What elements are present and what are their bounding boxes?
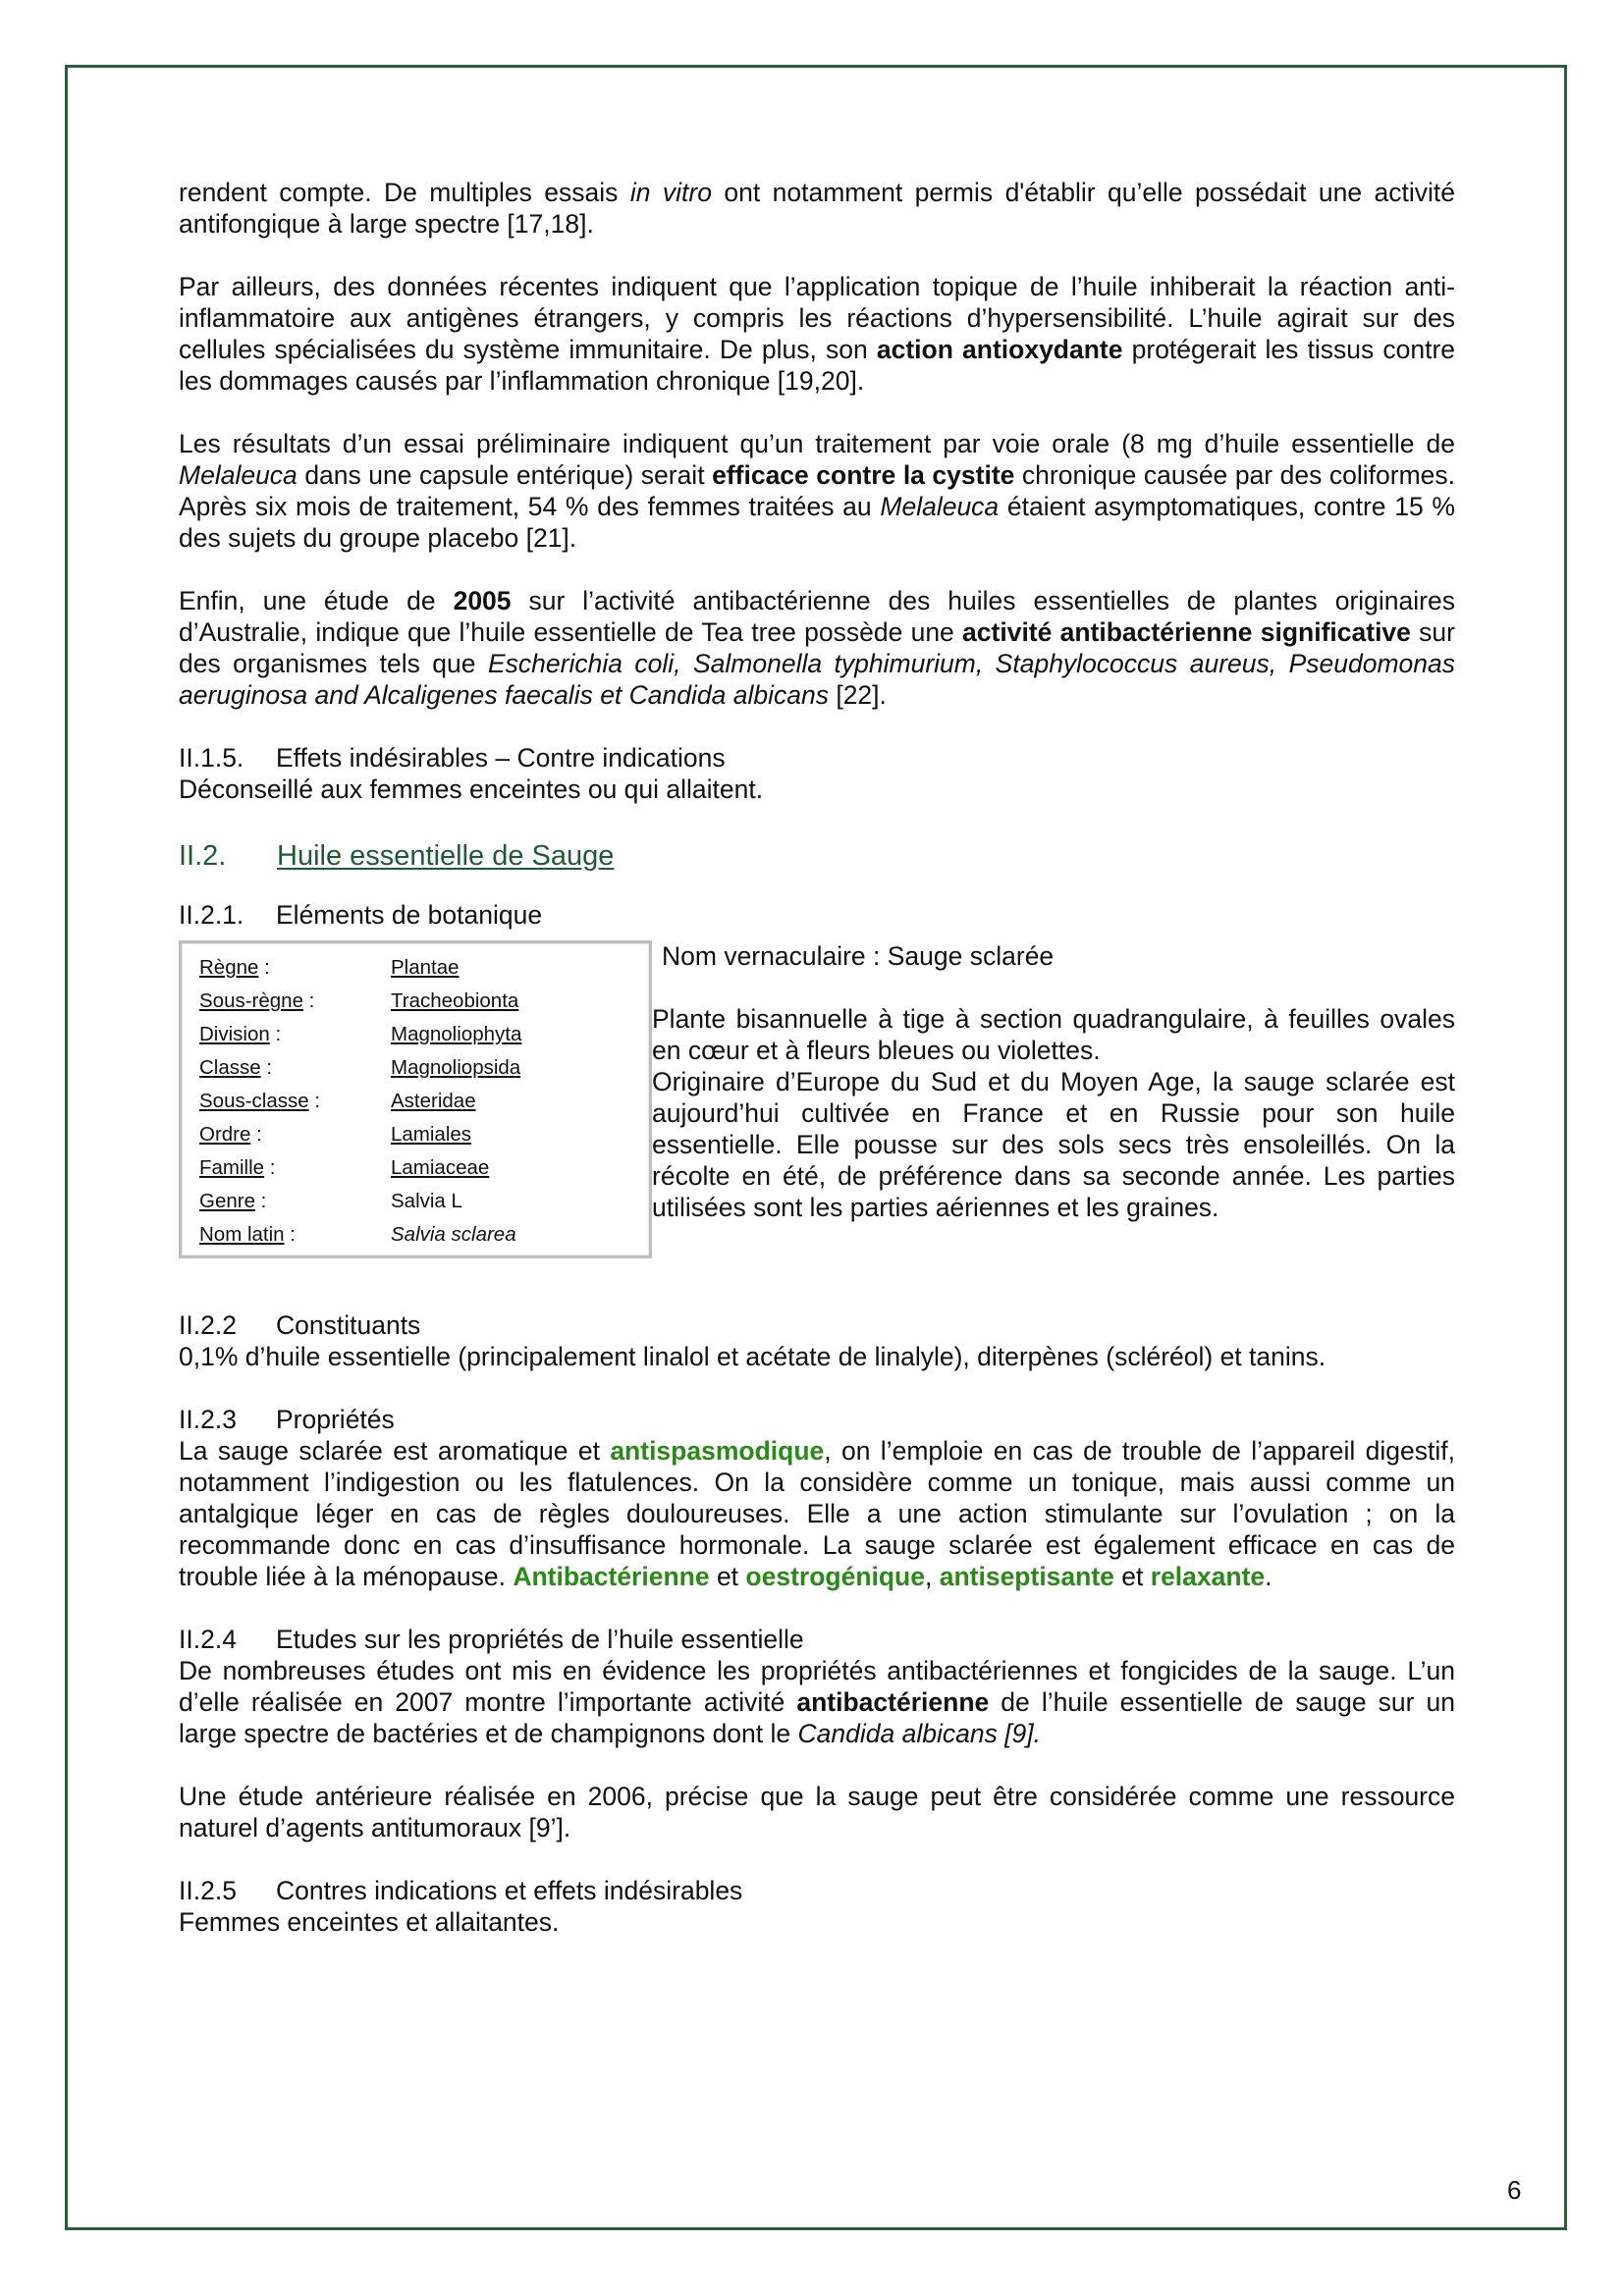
taxonomy-value-text: Lamiales [391,1123,472,1146]
taxonomy-separator: : [308,1090,321,1112]
heading-II-2-5: II.2.5 Contres indications et effets indésirables [179,1876,743,1905]
taxonomy-row [199,1218,521,1252]
heading-II-2: II.2. Huile essentielle de Sauge [179,840,615,872]
taxonomy-value-text: Asteridae [391,1090,476,1112]
botany-description [652,940,1455,1223]
text-II-2-4: De nombreuses études ont mis en évidence les propriétés antibactériennes et fongicides de la sauge. L’un d’elle réalisée en 2007 montre l’importante activité antibactérienne de l’huile essentielle de sauge sur un large spectre de bactéries et de champignons dont le Candida albicans [9]. [179,1656,1455,1748]
taxonomy-value-text: Plantae [391,956,460,979]
taxonomy-row [199,951,521,985]
taxonomy-separator: : [250,1123,262,1146]
taxonomy-row [199,1118,521,1151]
text-II-1-5: Déconseillé aux femmes enceintes ou qui allaitent. [179,774,764,804]
taxonomy-row [199,1151,521,1185]
taxonomy-rank-label: Classe [199,1056,261,1079]
taxonomy-row [199,985,521,1018]
taxonomy-value [391,1018,521,1051]
taxonomy-separator: : [254,1190,267,1212]
text-II-2-4-antitumor: Une étude antérieure réalisée en 2006, précise que la sauge peut être considérée comme une ressource naturel d’agents antitumoraux [9’]. [179,1782,1455,1842]
taxonomy-rank [199,1018,391,1051]
botany-block [179,940,1455,1258]
heading-II-1-5: II.1.5. Effets indésirables – Contre indications [179,743,726,773]
taxonomy-row [199,1051,521,1085]
taxonomy-value-text: Salvia L [391,1190,462,1212]
taxonomy-rank-label: Règne [199,956,259,979]
paragraph-antifungal: rendent compte. De multiples essais in vitro ont notamment permis d'établir qu’elle possédait une activité antifongique à large spectre [17,18]. [179,178,1455,239]
text-II-2-3: La sauge sclarée est aromatique et antispasmodique, on l’emploie en cas de trouble de l’appareil digestif, notamment l’indigestion ou les flatulences. On la considère comme un tonique, mais aussi comme un antalgique léger en cas de règles douloureuses. Elle a une action stimulante sur l’ovulation ; on la recommande donc en cas d’insuffisance hormonale. La sauge sclarée est également efficace en cas de trouble liée à la ménopause. Antibactérienne et oestrogénique, antiseptisante et relaxante. [179,1436,1456,1591]
taxonomy-separator: : [258,956,270,979]
taxonomy-value-text: Magnoliopsida [391,1056,521,1079]
taxonomy-rank [199,1218,391,1252]
text-II-2-2: 0,1% d’huile essentielle (principalement linalol et acétate de linalyle), diterpènes (scléréol) et tanins. [179,1342,1326,1371]
taxonomy-rank-label: Division [199,1023,270,1045]
page-number: 6 [1507,2175,1522,2205]
taxonomy-rank [199,985,391,1018]
taxonomy-value [391,1185,521,1218]
taxonomy-box [179,940,652,1258]
taxonomy-rank [199,1118,391,1151]
paragraph-antibacterial-study: Enfin, une étude de 2005 sur l’activité antibactérienne des huiles essentielles de plantes originaires d’Australie, indique que l’huile essentielle de Tea tree possède une activité antibactérienne significative sur des organismes tels que Escherichia coli, Salmonella typhimurium, Staphylococcus aureus, Pseudomonas aeruginosa and Alcaligenes faecalis et Candida albicans [22]. [179,586,1456,710]
taxonomy-value [391,1118,521,1151]
taxonomy-rank [199,951,391,985]
vernacular-name: Nom vernaculaire : Sauge sclarée [662,941,1055,971]
taxonomy-value [391,1218,521,1252]
taxonomy-value-text: Lamiaceae [391,1156,490,1179]
heading-II-2-2: II.2.2 Constituants [179,1310,421,1340]
taxonomy-rank [199,1151,391,1185]
taxonomy-rank [199,1051,391,1085]
taxonomy-row [199,1018,521,1051]
taxonomy-separator: : [284,1223,296,1246]
taxonomy-table [199,951,521,1252]
heading-II-2-1: II.2.1. Eléments de botanique [179,900,543,930]
taxonomy-rank [199,1185,391,1218]
taxonomy-separator: : [260,1056,273,1079]
taxonomy-rank [199,1085,391,1118]
plant-description: Plante bisannuelle à tige à section quadrangulaire, à feuilles ovales en cœur et à fleurs bleues ou violettes. [652,1004,1455,1065]
paragraph-anti-inflammatory: Par ailleurs, des données récentes indiquent que l’application topique de l’huile inhiberait la réaction anti-inflammatoire aux antigènes étrangers, y compris les réactions d’hypersensibilité. L’huile agirait sur des cellules spécialisées du système immunitaire. De plus, son action antioxydante protégerait les tissus contre les dommages causés par l’inflammation chronique [19,20]. [179,272,1456,396]
paragraph-cystitis: Les résultats d’un essai préliminaire indiquent qu’un traitement par voie orale (8 mg d’huile essentielle de Melaleuca dans une capsule entérique) serait efficace contre la cystite chronique causée par des coliformes. Après six mois de traitement, 54 % des femmes traitées au Melaleuca étaient asymptomatiques, contre 15 % des sujets du groupe placebo [21]. [179,429,1455,553]
taxonomy-value [391,1151,521,1185]
taxonomy-rank-label: Sous-règne [199,989,303,1012]
taxonomy-value [391,1085,521,1118]
taxonomy-rank-label: Genre [199,1190,255,1212]
taxonomy-rank-label: Ordre [199,1123,251,1146]
taxonomy-rank-label: Famille [199,1156,265,1179]
heading-II-2-4: II.2.4 Etudes sur les propriétés de l’huile essentielle [179,1625,804,1654]
taxonomy-rank-label: Sous-classe [199,1090,309,1112]
document-body [179,177,1455,1938]
heading-II-2-3: II.2.3 Propriétés [179,1405,395,1434]
taxonomy-value [391,1051,521,1085]
taxonomy-row [199,1185,521,1218]
taxonomy-rank-label: Nom latin [199,1223,285,1246]
taxonomy-value-text: Magnoliophyta [391,1023,522,1045]
taxonomy-value [391,985,521,1018]
taxonomy-separator: : [302,989,315,1012]
taxonomy-row [199,1085,521,1118]
taxonomy-value-text: Tracheobionta [391,989,519,1012]
taxonomy-separator: : [269,1023,282,1045]
taxonomy-separator: : [264,1156,276,1179]
plant-origin: Originaire d’Europe du Sud et du Moyen Age, la sauge sclarée est aujourd’hui cultivée en France et en Russie pour son huile essentielle. Elle pousse sur des sols secs très ensoleillés. On la récolte en été, de préférence dans sa seconde année. Les parties utilisées sont les parties aériennes et les graines. [652,1067,1455,1222]
taxonomy-value-text: Salvia sclarea [391,1223,516,1246]
text-II-2-5: Femmes enceintes et allaitantes. [179,1907,560,1937]
taxonomy-value [391,951,521,985]
